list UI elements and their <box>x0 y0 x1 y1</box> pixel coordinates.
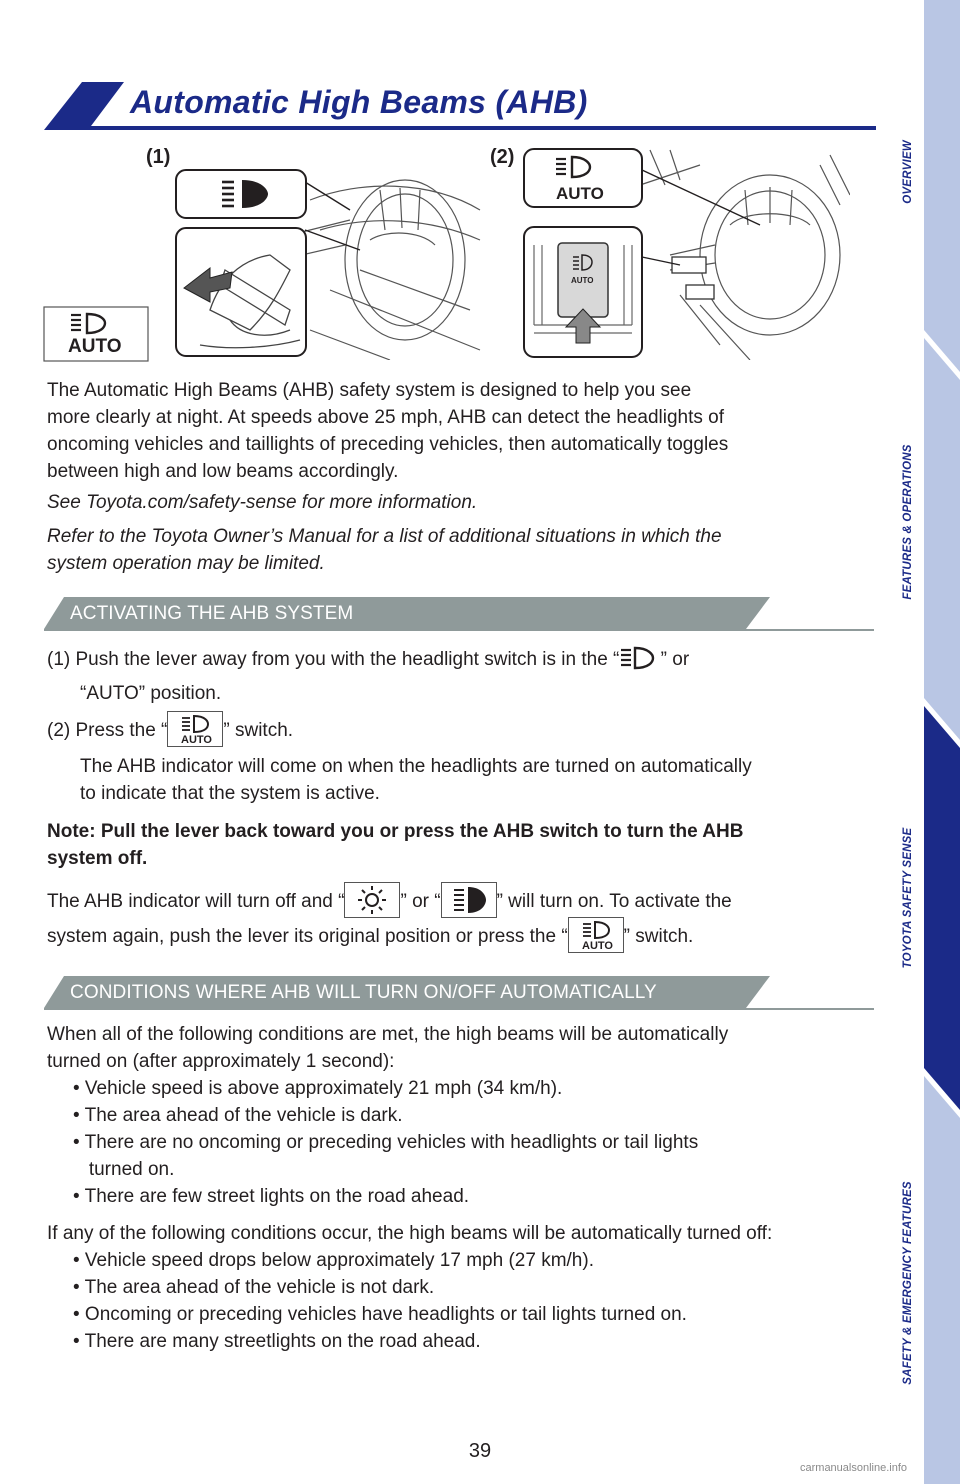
intro-paragraph: The Automatic High Beams (AHB) safety system is designed to help you see more clearly at night. At speeds above 25 mph, AHB can detect the headlights of oncoming vehicles and taillights of preceding vehicles, then automatically toggles between high and low beams accordingly. <box>47 380 729 482</box>
callout-1-label: (1) <box>146 146 171 168</box>
list-item: • The area ahead of the vehicle is dark. <box>73 1105 403 1126</box>
low-beam-icon <box>344 882 400 918</box>
page-title: Automatic High Beams (AHB) <box>130 84 588 120</box>
on-conditions-intro: When all of the following conditions are met, the high beams will be automatically turned on (after approximately 1 second): <box>47 1024 729 1072</box>
list-item: turned on. <box>73 1159 175 1180</box>
watermark: carmanualsonline.info <box>800 1462 908 1474</box>
side-navigation <box>924 0 960 1484</box>
refer-manual-note: Refer to the Toyota Owner’s Manual for a list of additional situations in which the system operation may be limited. <box>47 526 722 574</box>
list-item: • Vehicle speed is above approximately 21 mph (34 km/h). <box>73 1078 563 1099</box>
list-item: • The area ahead of the vehicle is not dark. <box>73 1277 435 1298</box>
lever-illustration <box>170 160 490 360</box>
step-1: (1) Push the lever away from you with the headlight switch is in the “ ” or <box>47 646 877 673</box>
auto-text-upper: AUTO <box>556 184 604 203</box>
auto-switch-icon-2 <box>568 917 624 953</box>
auto-text-switch: AUTO <box>571 276 594 285</box>
high-beam-icon <box>441 882 497 918</box>
page-number: 39 <box>468 1440 492 1462</box>
svg-text:AUTO: AUTO <box>181 734 213 746</box>
indicator-description: The AHB indicator will come on when the headlights are turned on automatically to indicate that the system is active. <box>80 756 752 804</box>
indicator-off-sentence: The AHB indicator will turn off and “ ” or “ ” will turn on. To activate the <box>47 884 877 920</box>
svg-text:AUTO: AUTO <box>581 940 613 952</box>
list-item: • Oncoming or preceding vehicles have headlights or tail lights turned on. <box>73 1304 687 1325</box>
auto-switch-icon <box>167 711 223 747</box>
note-turn-off: Note: Pull the lever back toward you or press the AHB switch to turn the AHB system off. <box>47 821 744 869</box>
off-conditions-intro: If any of the following conditions occur, the high beams will be automatically turned off: <box>47 1223 773 1244</box>
step-2: (2) Press the “ AUTO ” switch. <box>47 713 877 749</box>
auto-icon-label: AUTO <box>68 336 122 357</box>
headlight-icon <box>619 645 655 671</box>
section-heading-activating: ACTIVATING THE AHB SYSTEM <box>70 603 354 624</box>
list-item: • There are no oncoming or preceding vehicles with headlights or tail lights <box>73 1132 699 1153</box>
list-item: • There are few street lights on the road ahead. <box>73 1186 470 1207</box>
callout-2-label: (2) <box>490 146 515 168</box>
step-1-continued: “AUTO” position. <box>80 683 222 704</box>
list-item: • Vehicle speed drops below approximately 17 mph (27 km/h). <box>73 1250 594 1271</box>
reactivate-sentence: system again, push the lever its original position or press the “ AUTO ” switch. <box>47 919 877 955</box>
section-heading-conditions: CONDITIONS WHERE AHB WILL TURN ON/OFF AUTOMATICALLY <box>70 982 657 1003</box>
list-item: • There are many streetlights on the road ahead. <box>73 1331 481 1352</box>
see-more-note: See Toyota.com/safety-sense for more information. <box>47 492 478 513</box>
ahb-switch-illustration <box>520 145 850 360</box>
